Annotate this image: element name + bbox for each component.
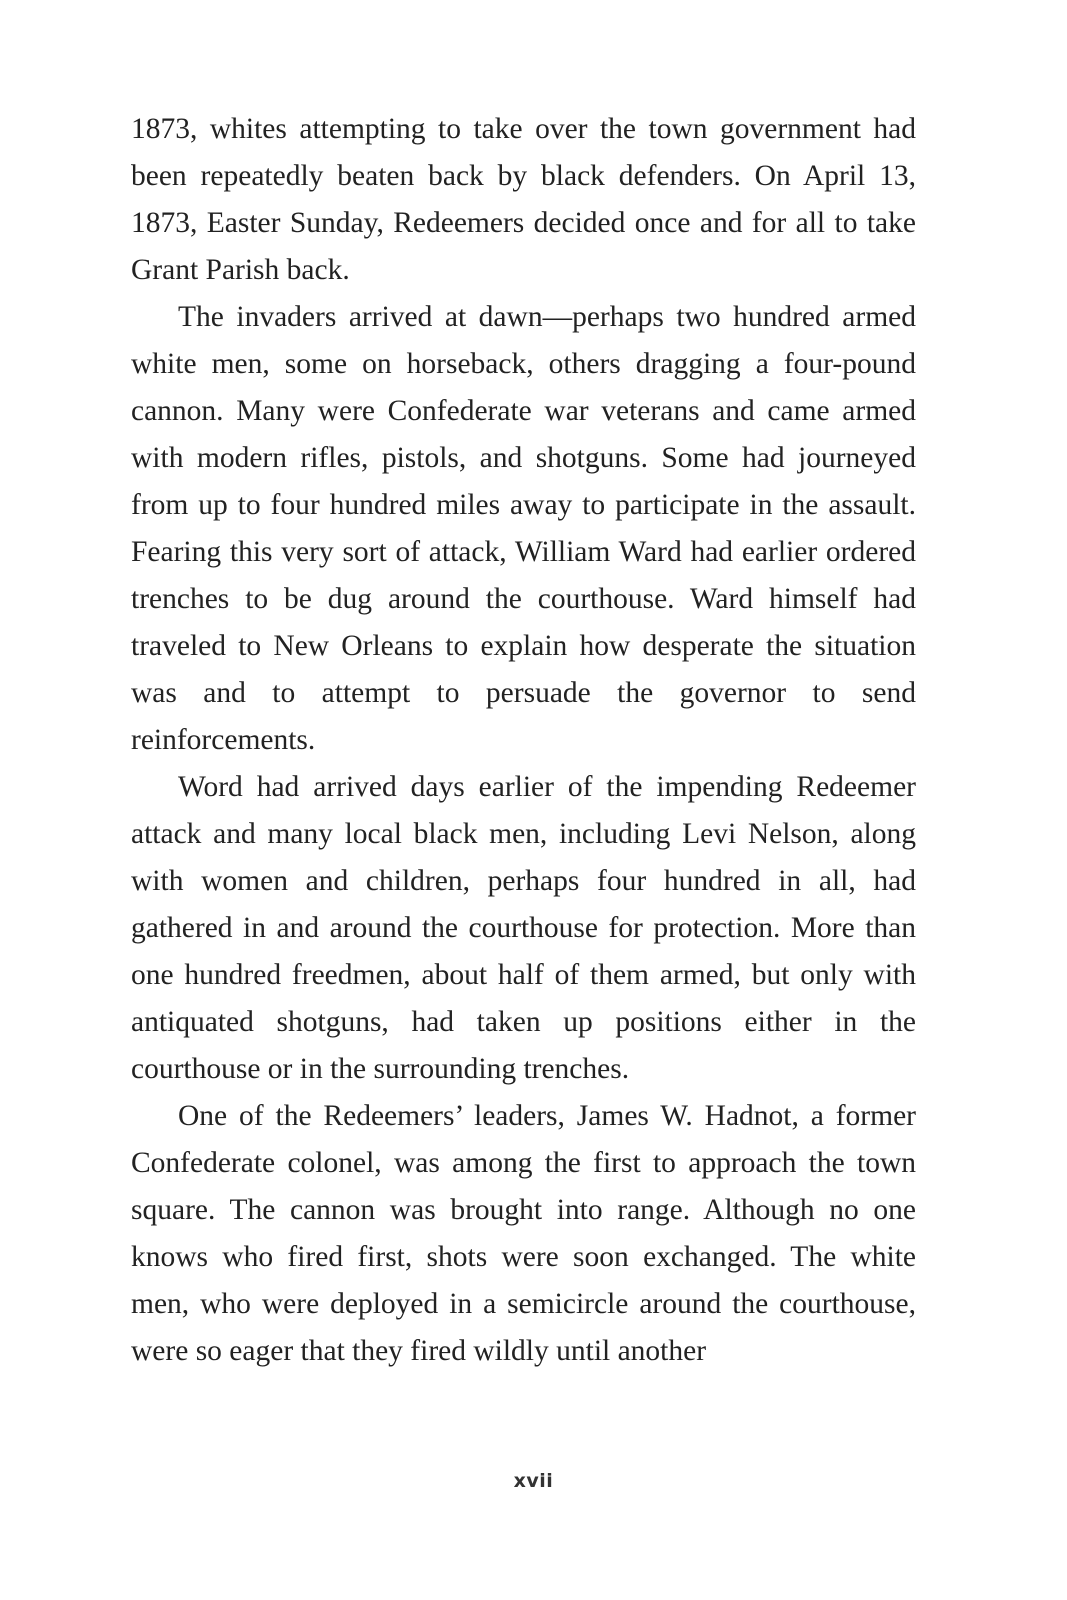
- paragraph-invaders: The invaders arrived at dawn—perhaps two hundred armed white men, some on horseback, others dragging a four-pound cannon. Many were Confederate war veterans and came armed with modern rifles, pistols, and shotguns. Some had journeyed from up to four hundred miles away to participate in the assault. Fearing this very sort of attack, William Ward had earlier ordered trenches to be dug around the courthouse. Ward himself had traveled to New Orleans to explain how desperate the situation was and to attempt to persuade the governor to send reinforcements.: [131, 301, 916, 756]
- paragraph-hadnot: One of the Redeemers’ leaders, James W. Hadnot, a former Confederate colonel, was among the first to approach the town square. The cannon was brought into range. Although no one knows who fired first, shots were soon exchanged. The white men, who were deployed in a semicircle around the courthouse, were so eager that they fired wildly until another: [131, 1100, 916, 1367]
- paragraph-continued: 1873, whites attempting to take over the town government had been repeatedly beaten back by black defenders. On April 13, 1873, Easter Sunday, Redeemers decided once and for all to take Grant Parish back.: [131, 113, 916, 286]
- paragraph-word-arrived: Word had arrived days earlier of the impending Redeemer attack and many local black men, including Levi Nelson, along with women and children, perhaps four hundred in all, had gathered in and around the courthouse for protection. More than one hundred freedmen, about half of them armed, but only with antiquated shotguns, had taken up positions either in the courthouse or in the surrounding trenches.: [131, 771, 916, 1085]
- page-number: xvii: [513, 1470, 554, 1492]
- body-text: [131, 106, 916, 1375]
